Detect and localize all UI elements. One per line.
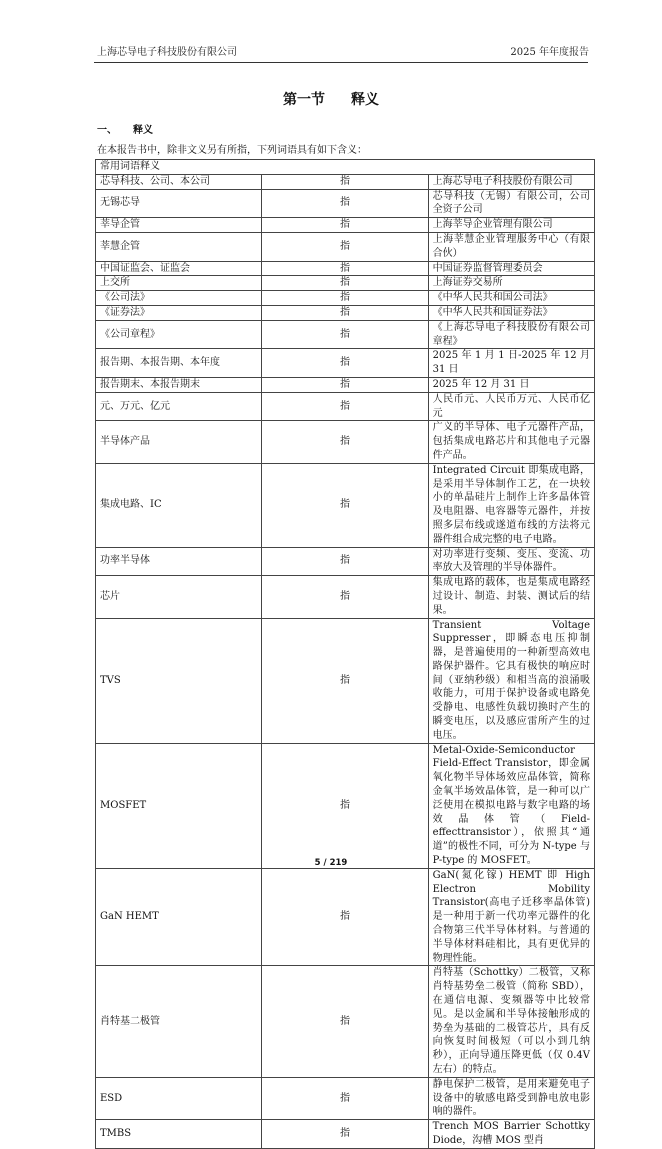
term-cell: 上交所 — [96, 276, 262, 291]
term-cell: 芯导科技、公司、本公司 — [96, 174, 262, 189]
pointer-cell: 指 — [262, 1120, 428, 1149]
definition-cell: 2025 年 12 月 31 日 — [428, 377, 594, 392]
term-cell: MOSFET — [96, 743, 262, 868]
pointer-cell: 指 — [262, 463, 428, 547]
definition-cell: 《中华人民共和国证券法》 — [428, 305, 594, 320]
definition-cell: Trench MOS Barrier Schottky Diode，沟槽 MOS 型肖 — [428, 1120, 594, 1149]
table-row — [96, 276, 595, 291]
term-cell: 莘慧企管 — [96, 232, 262, 261]
pointer-cell: 指 — [262, 421, 428, 463]
table-row — [96, 392, 595, 421]
term-cell: 功率半导体 — [96, 547, 262, 576]
pointer-cell: 指 — [262, 1077, 428, 1119]
definition-cell: 上海莘导企业管理有限公司 — [428, 218, 594, 233]
pointer-cell: 指 — [262, 743, 428, 868]
table-row — [96, 743, 595, 868]
pointer-cell: 指 — [262, 305, 428, 320]
pointer-cell: 指 — [262, 618, 428, 743]
term-cell: 报告期末、本报告期末 — [96, 377, 262, 392]
definition-cell: 对功率进行变频、变压、变流、功率放大及管理的半导体器件。 — [428, 547, 594, 576]
term-cell: 《公司章程》 — [96, 320, 262, 349]
pointer-cell: 指 — [262, 576, 428, 618]
definition-cell: 静电保护二极管，是用来避免电子设备中的敏感电路受到静电放电影响的器件。 — [428, 1077, 594, 1119]
pointer-cell: 指 — [262, 232, 428, 261]
table-row — [96, 868, 595, 966]
table-row — [96, 618, 595, 743]
table-row — [96, 547, 595, 576]
page-title — [0, 91, 662, 109]
definition-cell: 《中华人民共和国公司法》 — [428, 291, 594, 306]
section-number: 一、 — [97, 125, 117, 136]
header-divider — [94, 62, 588, 63]
intro-text: 在本报告书中，除非文义另有所指，下列词语具有如下含义： — [97, 145, 367, 156]
term-cell: 报告期、本报告期、本年度 — [96, 349, 262, 378]
pointer-cell: 指 — [262, 966, 428, 1077]
pointer-cell: 指 — [262, 349, 428, 378]
title-part2: 释义 — [351, 92, 379, 108]
pointer-cell: 指 — [262, 261, 428, 276]
definition-cell: 集成电路的载体，也是集成电路经过设计、制造、封装、测试后的结果。 — [428, 576, 594, 618]
definition-cell: 广义的半导体、电子元器件产品，包括集成电路芯片和其他电子元器件产品。 — [428, 421, 594, 463]
term-cell: 集成电路、IC — [96, 463, 262, 547]
table-caption-row — [96, 160, 595, 175]
table-row — [96, 349, 595, 378]
pointer-cell: 指 — [262, 291, 428, 306]
glossary-table — [95, 159, 595, 1149]
table-row — [96, 576, 595, 618]
header-report-title: 2025 年年度报告 — [510, 47, 589, 58]
section-label: 释义 — [133, 125, 153, 136]
pointer-cell: 指 — [262, 547, 428, 576]
term-cell: 元、万元、亿元 — [96, 392, 262, 421]
page-number: 5 / 219 — [314, 858, 348, 868]
definition-cell: 上海莘慧企业管理服务中心（有限合伙） — [428, 232, 594, 261]
definition-cell: 2025 年 1 月 1 日-2025 年 12 月 31 日 — [428, 349, 594, 378]
term-cell: GaN HEMT — [96, 868, 262, 966]
pointer-cell: 指 — [262, 218, 428, 233]
definition-cell: 芯导科技（无锡）有限公司，公司全资子公司 — [428, 189, 594, 218]
pointer-cell: 指 — [262, 392, 428, 421]
definition-cell: 肖特基（Schottky）二极管，又称肖特基势垒二极管（简称 SBD），在通信电源、变频器等中比较常见。是以金属和半导体接触形成的势垒为基础的二极管芯片，具有反向恢复时间极短（可以小到几纳秒），正向导通压降更低（仅 0.4V 左右）的特点。 — [428, 966, 594, 1077]
definition-cell: 上海芯导电子科技股份有限公司 — [428, 174, 594, 189]
pointer-cell: 指 — [262, 868, 428, 966]
term-cell: 肖特基二极管 — [96, 966, 262, 1077]
definition-cell: Integrated Circuit 即集成电路，是采用半导体制作工艺，在一块较小的单晶硅片上制作上许多晶体管及电阻器、电容器等元器件，并按照多层布线或遂道布线的方法将元器件组合成完整的电子电路。 — [428, 463, 594, 547]
term-cell: TMBS — [96, 1120, 262, 1149]
header-company: 上海芯导电子科技股份有限公司 — [97, 47, 237, 58]
table-row — [96, 320, 595, 349]
table-row — [96, 291, 595, 306]
term-cell: ESD — [96, 1077, 262, 1119]
table-row — [96, 421, 595, 463]
table-row — [96, 232, 595, 261]
table-row — [96, 1120, 595, 1149]
pointer-cell: 指 — [262, 174, 428, 189]
term-cell: 芯片 — [96, 576, 262, 618]
term-cell: TVS — [96, 618, 262, 743]
definition-cell: Metal-Oxide-Semiconductor Field-Effect Transistor，即金属氧化物半导体场效应晶体管，简称金氧半场效晶体管，是一种可以广泛使用在模拟电路与数字电路的场效晶体管（Field-effecttransistor），依照其“通道”的极性不同，可分为 N-type 与 P-type 的 MOSFET。 — [428, 743, 594, 868]
pointer-cell: 指 — [262, 189, 428, 218]
definition-cell: 人民币元、人民币万元、人民币亿元 — [428, 392, 594, 421]
table-row — [96, 174, 595, 189]
table-row — [96, 966, 595, 1077]
table-row — [96, 305, 595, 320]
definition-cell: GaN(氮化镓) HEMT 即 High Electron Mobility Transistor(高电子迁移率晶体管) 是一种用于新一代功率元器件的化合物第三代半导体材料。与普通的半导体材料硅相比，具有更优异的物理性能。 — [428, 868, 594, 966]
table-caption: 常用词语释义 — [96, 160, 595, 175]
table-row — [96, 1077, 595, 1119]
table-row — [96, 261, 595, 276]
pointer-cell: 指 — [262, 377, 428, 392]
pointer-cell: 指 — [262, 276, 428, 291]
definition-cell: 《上海芯导电子科技股份有限公司章程》 — [428, 320, 594, 349]
table-row — [96, 463, 595, 547]
term-cell: 无锡芯导 — [96, 189, 262, 218]
term-cell: 半导体产品 — [96, 421, 262, 463]
term-cell: 莘导企管 — [96, 218, 262, 233]
pointer-cell: 指 — [262, 320, 428, 349]
table-row — [96, 218, 595, 233]
definition-cell: 上海证券交易所 — [428, 276, 594, 291]
section-heading — [97, 125, 153, 137]
term-cell: 《公司法》 — [96, 291, 262, 306]
term-cell: 《证券法》 — [96, 305, 262, 320]
definition-cell: Transient Voltage Suppresser，即瞬态电压抑制器，是普遍使用的一种新型高效电路保护器件。它具有极快的响应时间（亚纳秒级）和相当高的浪涌吸收能力，可用于保护设备或电路免受静电、电感性负载切换时产生的瞬变电压，以及感应雷所产生的过电压。 — [428, 618, 594, 743]
definition-cell: 中国证券监督管理委员会 — [428, 261, 594, 276]
table-row — [96, 189, 595, 218]
table-row — [96, 377, 595, 392]
title-part1: 第一节 — [283, 92, 325, 108]
term-cell: 中国证监会、证监会 — [96, 261, 262, 276]
